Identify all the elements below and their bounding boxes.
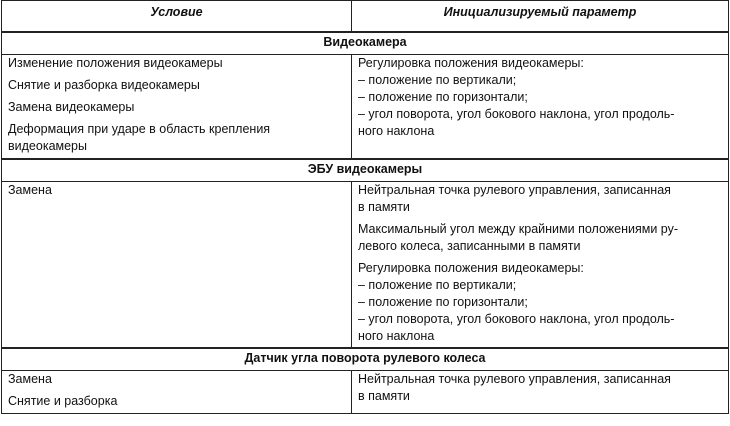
- condition-item: Замена: [8, 372, 52, 386]
- section-title: Видеокамера: [2, 32, 729, 55]
- condition-item: Замена видеокамеры: [8, 100, 135, 114]
- parameter-line: ного наклона: [358, 124, 435, 138]
- parameter-line: Нейтральная точка рулевого управления, записанная: [358, 183, 671, 197]
- table-header-row: [2, 1, 729, 33]
- section-row: [2, 32, 729, 55]
- parameter-line: в памяти: [358, 389, 410, 403]
- parameter-line: левого колеса, записанными в памяти: [358, 239, 581, 253]
- condition-item: Изменение положения видеокамеры: [8, 56, 223, 70]
- parameter-line: – положение по горизонтали;: [358, 295, 528, 309]
- condition-cell: [2, 182, 352, 349]
- parameter-line: – положение по вертикали;: [358, 278, 517, 292]
- parameter-line: – угол поворота, угол бокового наклона, угол продоль-: [358, 312, 675, 326]
- parameter-cell: [352, 182, 729, 349]
- header-parameter: Инициализируемый параметр: [352, 1, 729, 33]
- table-row: [2, 55, 729, 160]
- parameter-cell: [352, 55, 729, 160]
- initialization-table: [1, 0, 729, 414]
- table-row: [2, 182, 729, 349]
- condition-cell: [2, 371, 352, 414]
- section-row: [2, 159, 729, 182]
- parameter-block: [358, 55, 722, 140]
- parameter-line: в памяти: [358, 200, 410, 214]
- parameter-line: Регулировка положения видеокамеры:: [358, 261, 584, 275]
- section-title: ЭБУ видеокамеры: [2, 159, 729, 182]
- parameter-cell: [352, 371, 729, 414]
- parameter-line: ного наклона: [358, 329, 435, 343]
- parameter-line: – положение по горизонтали;: [358, 90, 528, 104]
- parameter-line: Нейтральная точка рулевого управления, записанная: [358, 372, 671, 386]
- condition-item: Деформация при ударе в область крепления видеокамеры: [8, 122, 271, 153]
- parameter-block: [358, 221, 722, 255]
- table-body: [2, 32, 729, 414]
- parameter-block: [358, 260, 722, 345]
- parameter-block: [358, 371, 722, 405]
- parameter-line: – угол поворота, угол бокового наклона, угол продоль-: [358, 107, 675, 121]
- condition-item: Замена: [8, 183, 52, 197]
- header-condition: Условие: [2, 1, 352, 33]
- condition-item: Снятие и разборка: [8, 394, 118, 408]
- condition-cell: [2, 55, 352, 160]
- parameter-line: Регулировка положения видеокамеры:: [358, 56, 584, 70]
- parameter-line: Максимальный угол между крайними положениями ру-: [358, 222, 679, 236]
- condition-item: Снятие и разборка видеокамеры: [8, 78, 200, 92]
- section-title: Датчик угла поворота рулевого колеса: [2, 348, 729, 371]
- section-row: [2, 348, 729, 371]
- table-row: [2, 371, 729, 414]
- parameter-block: [358, 182, 722, 216]
- parameter-line: – положение по вертикали;: [358, 73, 517, 87]
